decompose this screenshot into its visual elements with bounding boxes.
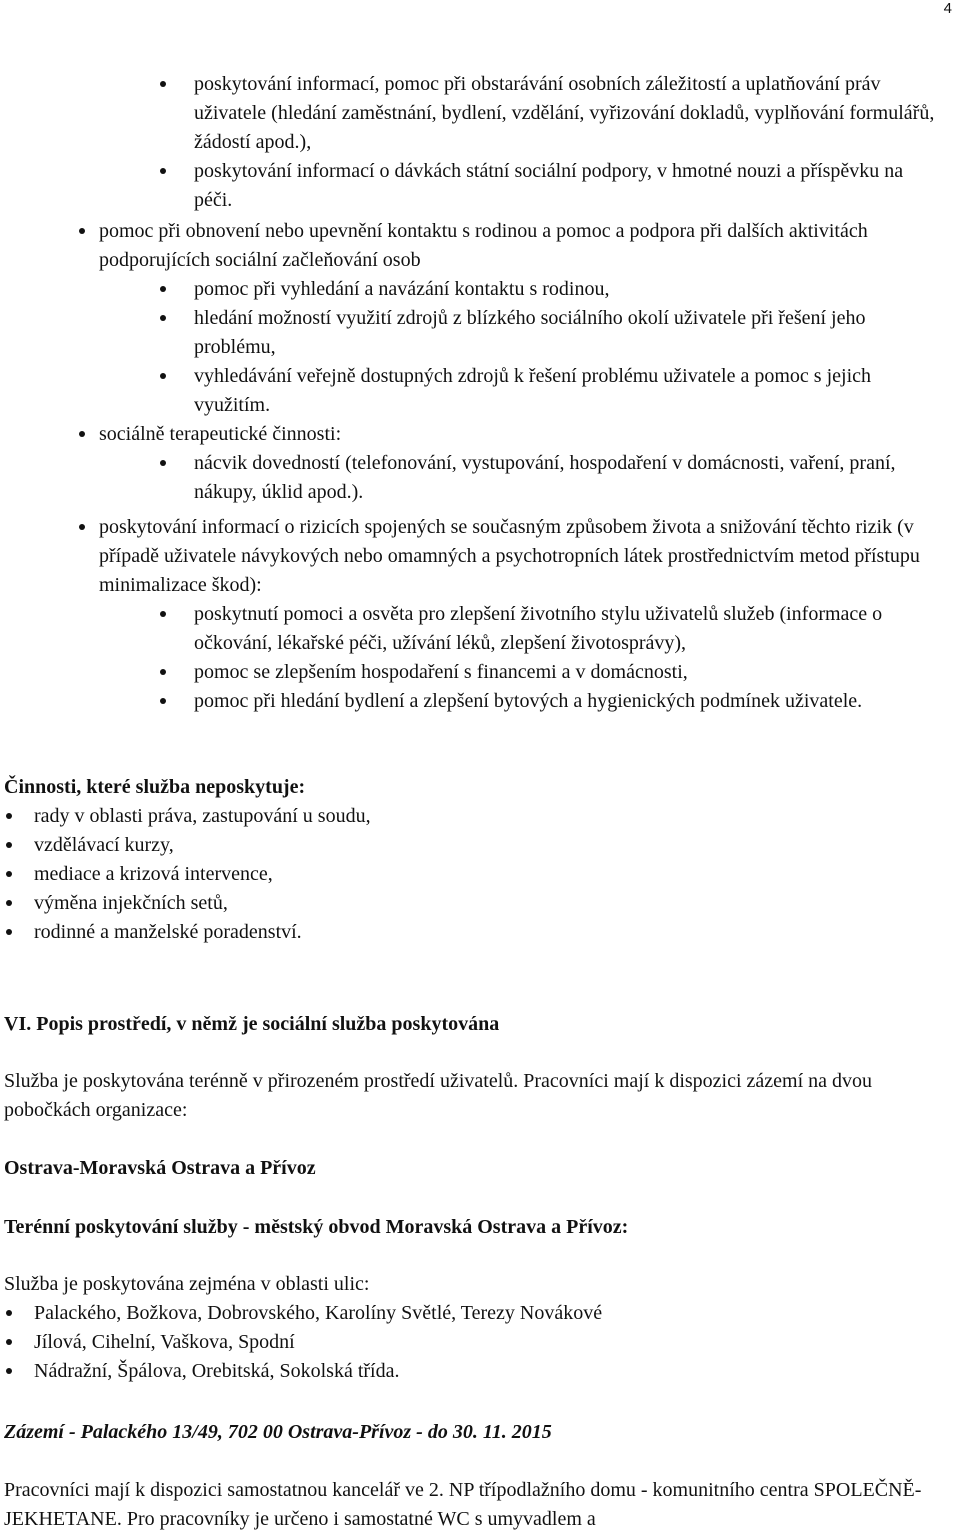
list-item: hledání možností využití zdrojů z blízkého sociálního okolí uživatele při řešení jeho problému, [99,304,945,362]
list-item: poskytování informací o dávkách státní sociální podpory, v hmotné nouzi a příspěvku na péči. [0,157,945,215]
not-provided-section [0,773,945,947]
list-item: Palackého, Božkova, Dobrovského, Karolíny Světlé, Terezy Novákové [0,1299,945,1328]
list-item: pomoc při hledání bydlení a zlepšení bytových a hygienických podmínek uživatele. [99,687,945,716]
list-item: pomoc se zlepšením hospodaření s financemi a v domácnosti, [99,658,945,687]
page-number: 4 [943,0,952,17]
section-vi-heading: VI. Popis prostředí, v němž je sociální služba poskytována [4,1013,500,1035]
list-item: nácvik dovedností (telefonování, vystupování, hospodaření v domácnosti, vaření, praní, nákupy, úklid apod.). [99,449,945,507]
group-risk-information [0,513,945,716]
activity-groups [0,217,945,716]
base-heading: Zázemí - Palackého 13/49, 702 00 Ostrava-Přívoz - do 30. 11. 2015 [4,1421,552,1443]
streets-section [0,1270,945,1386]
location-heading: Ostrava-Moravská Ostrava a Přívoz [4,1157,316,1179]
list-item: rodinné a manželské poradenství. [0,918,945,947]
list-item: Nádražní, Špálova, Orebitská, Sokolská třída. [0,1357,945,1386]
field-service-heading: Terénní poskytování služby - městský obvod Moravská Ostrava a Přívoz: [4,1216,629,1238]
group-family-contact [0,217,945,420]
list-item: Jílová, Cihelní, Vaškova, Spodní [0,1328,945,1357]
base-text: Pracovníci mají k dispozici samostatnou kancelář ve 2. NP třípodlažního domu - komunitního centra SPOLEČNĚ-JEKHETANE. Pro pracovníky je určeno i samostatné WC s umyvadlem a [4,1479,922,1530]
list-item: poskytování informací, pomoc při obstarávání osobních záležitostí a uplatňování práv uživatele (hledání zaměstnání, bydlení, vzdělání, vyřizování dokladů, vyplňování formulářů, žádostí apod.), [0,70,945,157]
list-item: poskytnutí pomoci a osvěta pro zlepšení životního stylu uživatelů služeb (informace o očkování, lékařské péči, užívání léků, zlepšení životosprávy), [99,600,945,658]
group-therapeutic [0,420,945,507]
group-heading: poskytování informací o rizicích spojených se současným způsobem života a snižování těchto rizik (v případě uživatele návykových nebo omamných a psychotropních látek prostřednictvím metod přístupu minimalizace škod): [99,516,920,596]
list-item: mediace a krizová intervence, [0,860,945,889]
list-item: pomoc při vyhledání a navázání kontaktu s rodinou, [99,275,945,304]
list-item: vzdělávací kurzy, [0,831,945,860]
section-vi-intro: Služba je poskytována terénně v přirozeném prostředí uživatelů. Pracovníci mají k dispozici zázemí na dvou pobočkách organizace: [4,1070,873,1121]
list-item: vyhledávání veřejně dostupných zdrojů k řešení problému uživatele a pomoc s jejich využitím. [99,362,945,420]
not-provided-heading: Činnosti, které služba neposkytuje: [4,776,306,798]
list-item: rady v oblasti práva, zastupování u soudu, [0,802,945,831]
group-heading: sociálně terapeutické činnosti: [99,423,342,445]
intro-bullet-list [0,70,945,215]
streets-intro: Služba je poskytována zejména v oblasti ulic: [4,1273,370,1295]
list-item: výměna injekčních setů, [0,889,945,918]
group-heading: pomoc při obnovení nebo upevnění kontaktu s rodinou a pomoc a podpora při dalších aktivitách podporujících sociální začleňování osob [99,220,868,271]
